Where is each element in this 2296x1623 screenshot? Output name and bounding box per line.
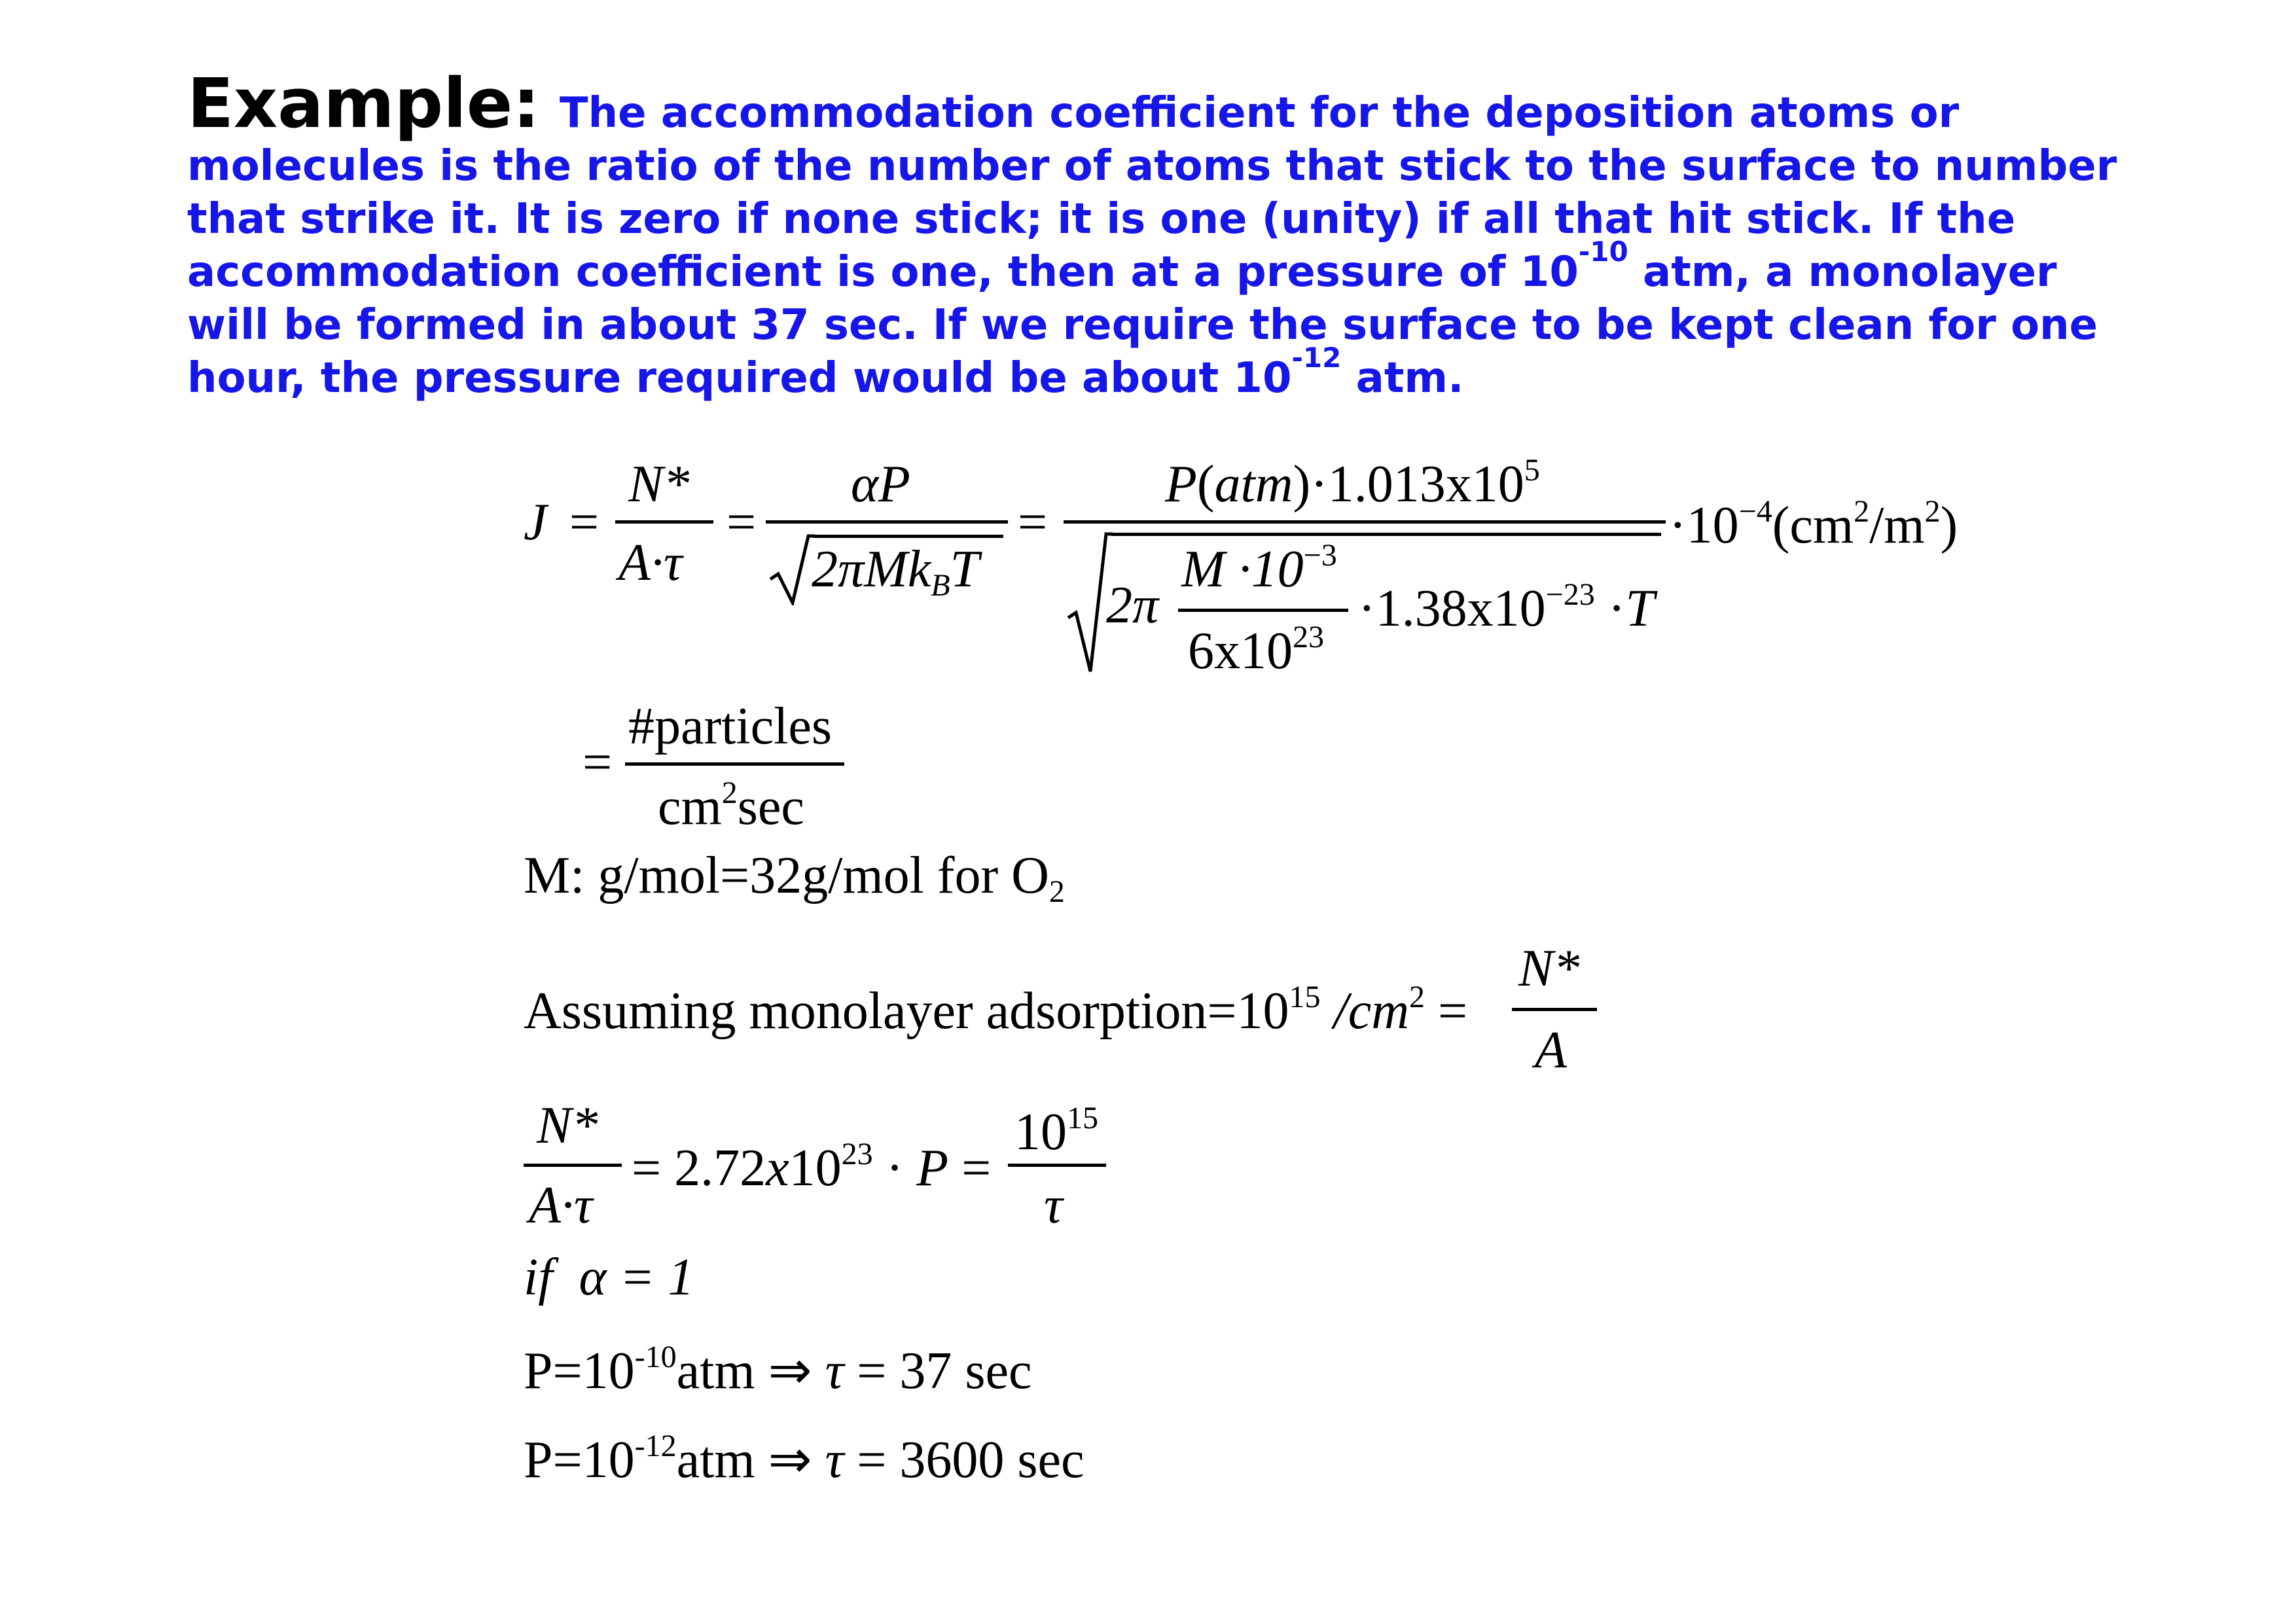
flux-f3-inner-num: $M \cdot 10^{-3}$ bbox=[1181, 538, 1337, 598]
flux-f2-bar bbox=[766, 520, 1008, 524]
flux-f2-sqrt-bar bbox=[814, 535, 1003, 538]
intro-text-2: atm, a monolayer will be formed in about 37 sec. If we require the surface to be kept clean for one hour, the pressure required would be about 10 bbox=[187, 248, 2098, 402]
tau-bar bbox=[524, 1164, 622, 1167]
pressure-line-1: $P=10^{-10}atm$ ⇒ τ = 37 sec bbox=[524, 1340, 1032, 1400]
tau-den: A·τ bbox=[529, 1177, 593, 1234]
flux-f1-num: N* bbox=[628, 455, 690, 513]
flux-suffix: $\cdot 10^{-4}(cm^2/m^2)$ bbox=[1669, 494, 1958, 554]
intro-exp-2: -12 bbox=[1291, 342, 1342, 374]
flux-eq-2: = bbox=[726, 493, 757, 551]
flux-f3-bar bbox=[1064, 520, 1666, 524]
flux-eq-3: = bbox=[1018, 493, 1048, 551]
tau-mid: = $2.72x10^{23} \cdot P$ = bbox=[632, 1137, 992, 1197]
flux-f3-num: $P(atm)\cdot 1.013x10^5$ bbox=[1165, 453, 1540, 513]
pressure-line-2: $P=10^{-12}atm$ ⇒ τ = 3600 sec bbox=[524, 1429, 1085, 1489]
tau-r-den: τ bbox=[1044, 1177, 1063, 1234]
example-heading: Example: bbox=[187, 63, 540, 143]
flux-f2-num: αP bbox=[851, 455, 910, 513]
flux-f3-inner-den: $6x10^{23}$ bbox=[1188, 620, 1324, 680]
units-eq: = bbox=[583, 734, 613, 791]
units-num: #particles bbox=[628, 698, 832, 755]
monolayer-bar bbox=[1512, 1008, 1597, 1011]
intro-text-1: The accommodation coefficient for the deposition atoms or molecules is the ratio of the number of atoms that stick to the surface to number that strike it. It is zero if none stick; it is one (unity) if all that hit stick. If the accommodation coefficient is one, then at a pressure of 10 bbox=[187, 89, 2117, 296]
alpha-line: if α = 1 bbox=[524, 1249, 694, 1306]
flux-f1-bar bbox=[615, 520, 713, 524]
flux-f2-rad: 2πMk$_B$T bbox=[812, 541, 980, 603]
flux-f1-den: A·τ bbox=[619, 534, 683, 592]
monolayer-text: Assuming monolayer $adsorption=10^{15}$ $/cm^2$ = bbox=[524, 980, 1468, 1040]
mass-line: M: g/mol=32g/mol for $O_2$ bbox=[524, 847, 1065, 909]
units-den: $cm^2\sec$ bbox=[658, 776, 804, 836]
units-bar bbox=[625, 762, 844, 766]
flux-f2-sqrt-icon bbox=[769, 533, 815, 605]
flux-f3-tail: $\cdot 1.38x10^{-23} \cdot T$ bbox=[1358, 577, 1655, 637]
intro-exp-1: -10 bbox=[1578, 236, 1628, 268]
flux-f3-2pi: 2π bbox=[1106, 577, 1159, 634]
flux-lhs: J bbox=[524, 493, 547, 551]
intro-paragraph bbox=[187, 63, 2151, 405]
tau-r-num: $10^{15}$ bbox=[1014, 1101, 1098, 1161]
flux-f3-sqrt-bar bbox=[1111, 533, 1661, 536]
flux-eq-1: = bbox=[569, 493, 600, 551]
tau-num: N* bbox=[537, 1097, 598, 1154]
flux-f3-inner-bar bbox=[1178, 609, 1348, 612]
intro-text-3: atm. bbox=[1341, 354, 1464, 402]
monolayer-num: N* bbox=[1518, 940, 1580, 997]
tau-r-bar bbox=[1008, 1164, 1106, 1167]
monolayer-den: A bbox=[1535, 1022, 1567, 1079]
